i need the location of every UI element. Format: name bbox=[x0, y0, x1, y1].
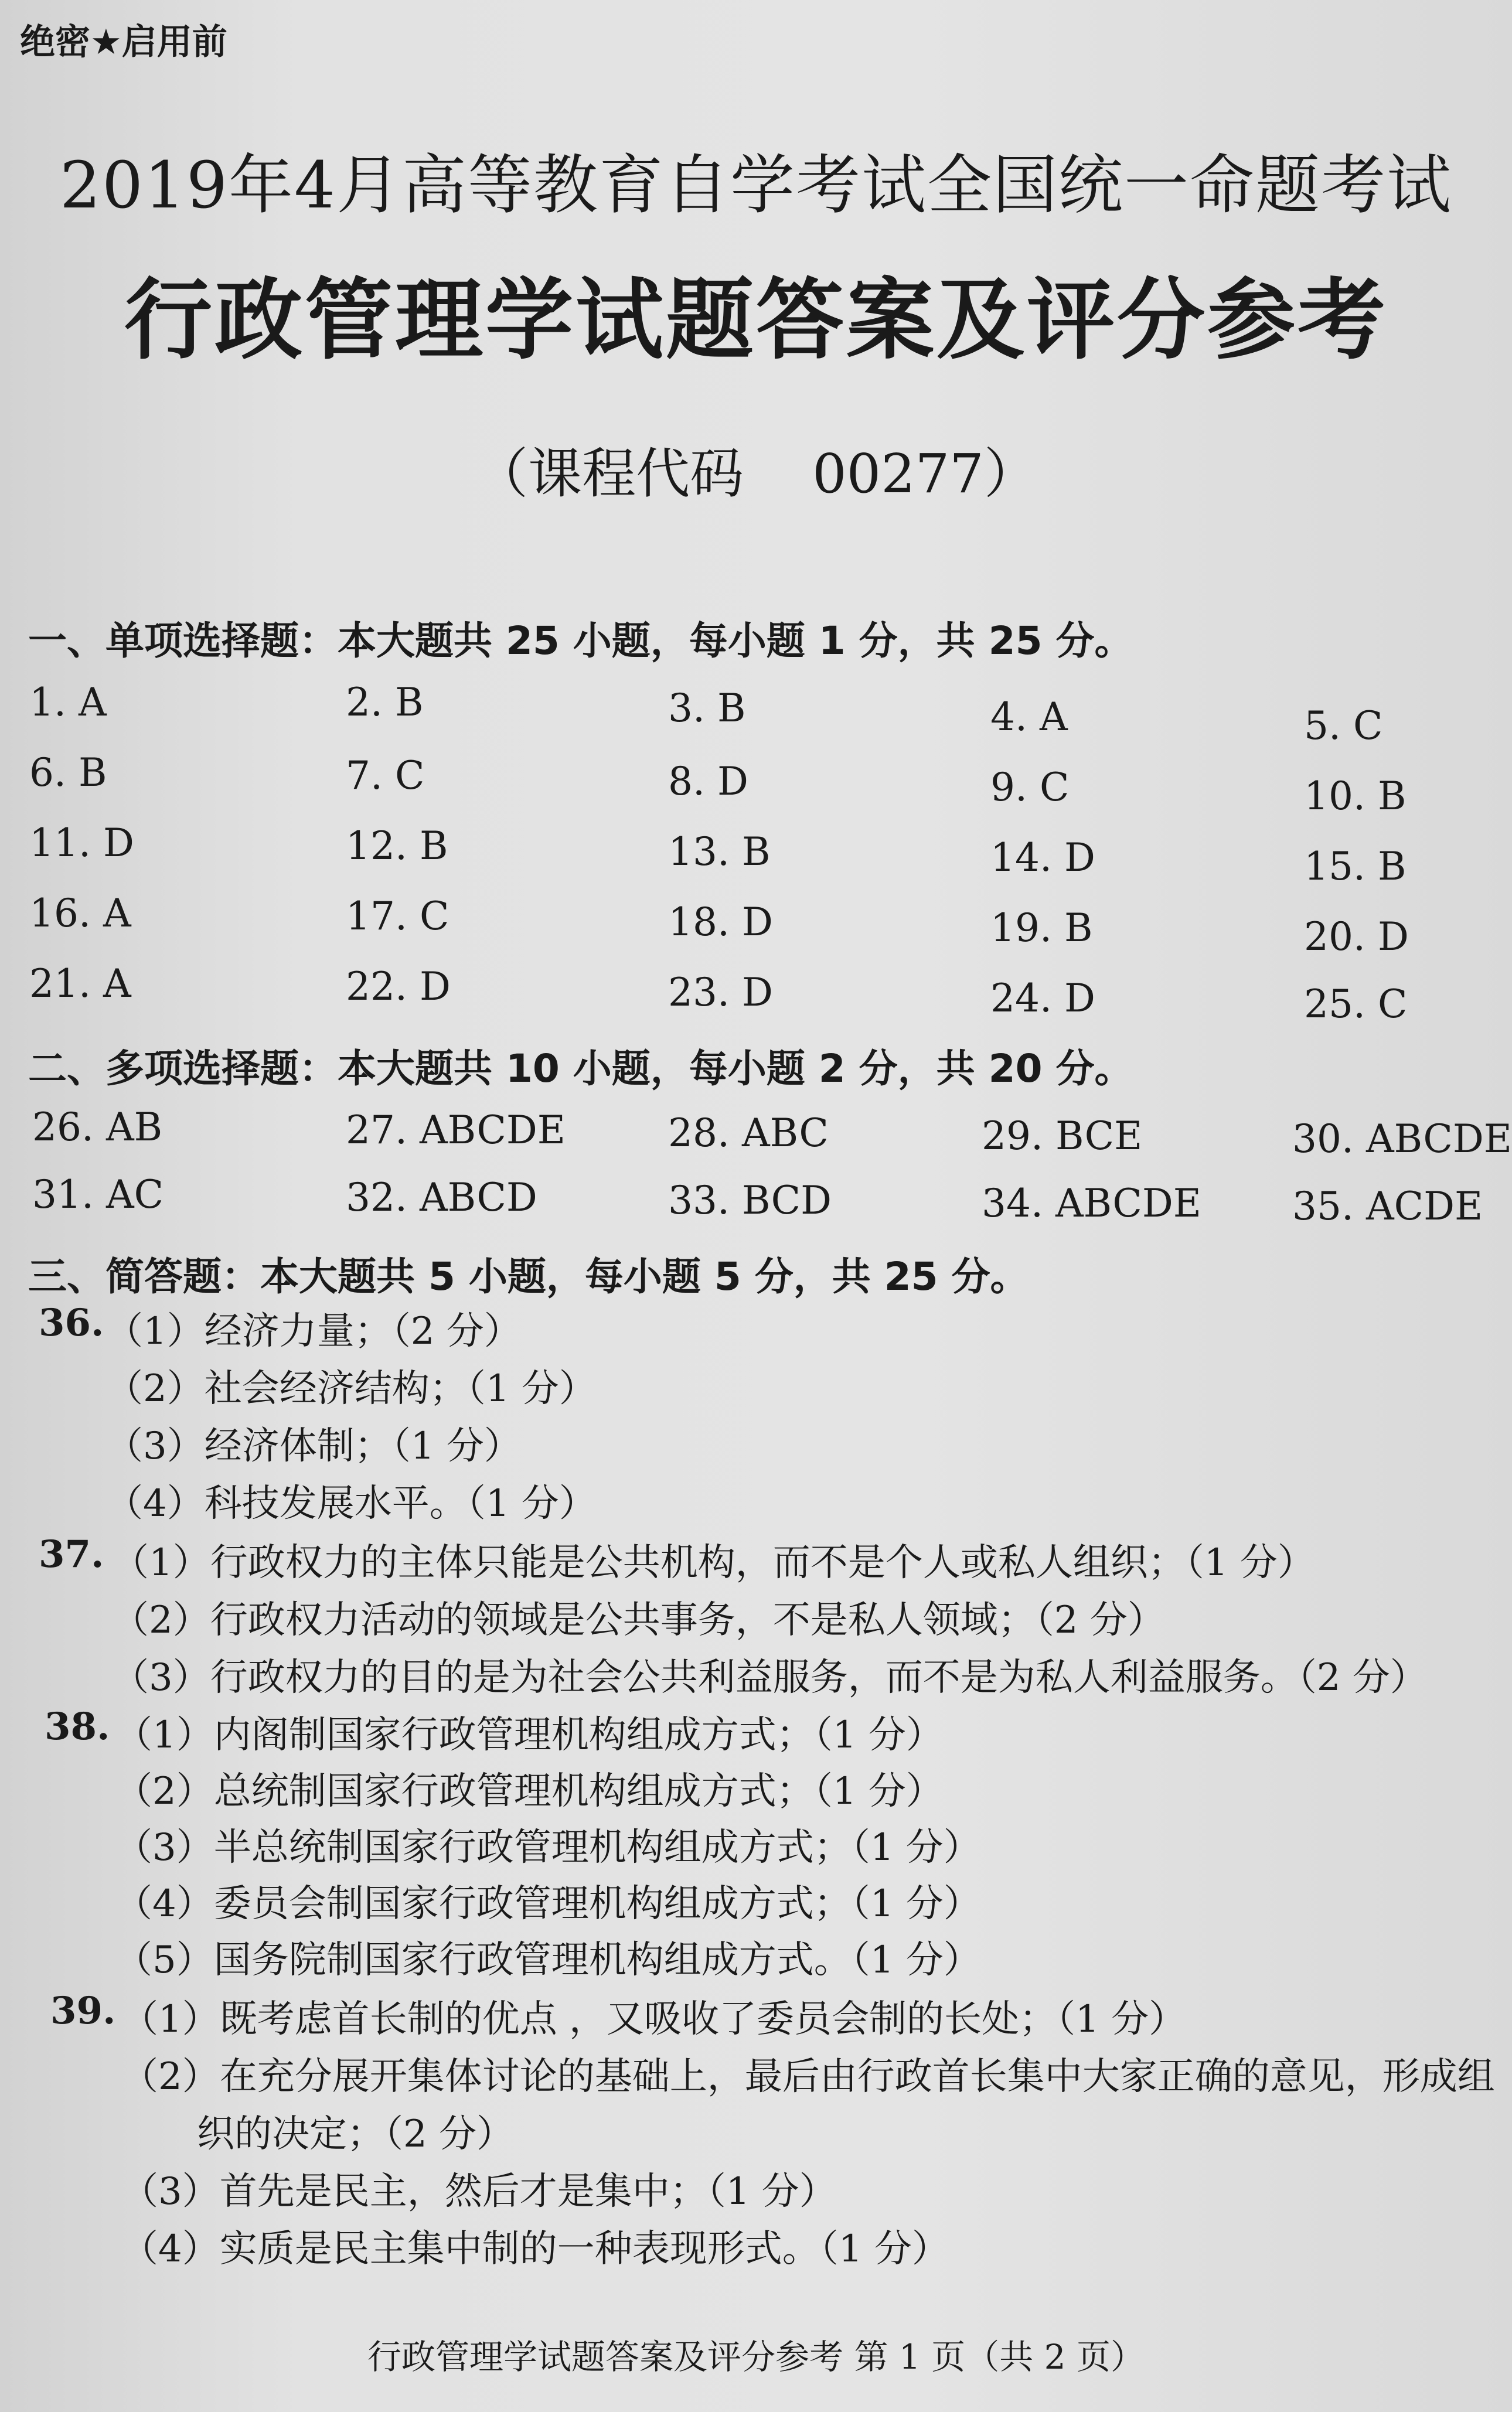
question-number: 39. bbox=[50, 1989, 116, 2033]
answer-item: 28. ABC bbox=[668, 1110, 829, 1156]
answer-item: 18. D bbox=[668, 900, 773, 945]
secret-mark: 绝密★启用前 bbox=[20, 22, 227, 63]
answer-line: （2）行政权力活动的领域是公共事务，不是私人领域；（2 分） bbox=[111, 1599, 1165, 1642]
answer-item: 12. B bbox=[346, 823, 448, 868]
answer-item: 2. B bbox=[346, 680, 424, 725]
page-title: 行政管理学试题答案及评分参考 bbox=[124, 270, 1388, 372]
answer-line: （3）行政权力的目的是为社会公共利益服务，而不是为私人利益服务。（2 分） bbox=[111, 1656, 1428, 1699]
answer-line: （2）社会经济结构；（1 分） bbox=[105, 1367, 597, 1411]
answer-item: 23. D bbox=[668, 970, 773, 1015]
answer-item: 9. C bbox=[990, 765, 1070, 810]
answer-line: （4）科技发展水平。（1 分） bbox=[105, 1482, 597, 1525]
page-footer: 行政管理学试题答案及评分参考 第 1 页（共 2 页） bbox=[367, 2337, 1145, 2377]
answer-item: 26. AB bbox=[32, 1105, 163, 1150]
question-number: 38. bbox=[45, 1705, 110, 1749]
answer-line: （4）实质是民主集中制的一种表现形式。（1 分） bbox=[121, 2227, 949, 2271]
answer-line: （3）半总统制国家行政管理机构组成方式；（1 分） bbox=[115, 1826, 981, 1869]
section-heading-short-answer: 三、简答题：本大题共 5 小题，每小题 5 分，共 25 分。 bbox=[28, 1254, 1029, 1299]
answer-item: 21. A bbox=[29, 961, 131, 1006]
answer-item: 19. B bbox=[990, 905, 1093, 951]
answer-item: 25. C bbox=[1304, 982, 1408, 1027]
answer-line: （2）在充分展开集体讨论的基础上，最后由行政首长集中大家正确的意见，形成组 bbox=[121, 2055, 1495, 2098]
answer-item: 7. C bbox=[346, 753, 425, 798]
answer-line: 织的决定；（2 分） bbox=[197, 2113, 515, 2156]
answer-line: （1）内阁制国家行政管理机构组成方式；（1 分） bbox=[115, 1713, 944, 1757]
answer-item: 3. B bbox=[668, 686, 746, 731]
answer-item: 15. B bbox=[1304, 844, 1407, 889]
answer-line: （4）委员会制国家行政管理机构组成方式；（1 分） bbox=[115, 1882, 981, 1926]
answer-item: 14. D bbox=[990, 835, 1095, 880]
answer-line: （3）首先是民主，然后才是集中；（1 分） bbox=[121, 2170, 837, 2213]
question-number: 37. bbox=[39, 1532, 104, 1576]
answer-item: 24. D bbox=[990, 976, 1095, 1021]
answer-item: 22. D bbox=[346, 964, 451, 1009]
answer-item: 13. B bbox=[668, 829, 771, 874]
answer-line: （5）国务院制国家行政管理机构组成方式。（1 分） bbox=[115, 1939, 981, 1982]
answer-item: 20. D bbox=[1304, 914, 1409, 959]
answer-line: （2）总统制国家行政管理机构组成方式；（1 分） bbox=[115, 1770, 944, 1813]
exam-line: 2019年4月高等教育自学考试全国统一命题考试 bbox=[60, 148, 1452, 223]
answer-line: （1）行政权力的主体只能是公共机构，而不是个人或私人组织；（1 分） bbox=[111, 1541, 1315, 1585]
answer-item: 10. B bbox=[1304, 774, 1407, 819]
answer-item: 30. ABCDE bbox=[1292, 1116, 1512, 1161]
answer-item: 16. A bbox=[29, 891, 131, 936]
answer-item: 27. ABCDE bbox=[346, 1108, 566, 1153]
question-number: 36. bbox=[39, 1301, 104, 1345]
answer-item: 33. BCD bbox=[668, 1178, 832, 1223]
answer-item: 8. D bbox=[668, 759, 748, 804]
section-heading-single-choice: 一、单项选择题：本大题共 25 小题，每小题 1 分，共 25 分。 bbox=[28, 618, 1133, 663]
answer-item: 32. ABCD bbox=[346, 1175, 537, 1220]
answer-line: （1）经济力量；（2 分） bbox=[105, 1310, 522, 1353]
section-heading-multiple-choice: 二、多项选择题：本大题共 10 小题，每小题 2 分，共 20 分。 bbox=[28, 1046, 1133, 1091]
answer-line: （1）既考虑首长制的优点 ，又吸收了委员会制的长处；（1 分） bbox=[121, 1998, 1187, 2041]
course-code: （课程代码 00277） bbox=[474, 442, 1038, 505]
answer-item: 35. ACDE bbox=[1292, 1184, 1483, 1229]
answer-item: 11. D bbox=[29, 820, 134, 866]
answer-item: 6. B bbox=[29, 750, 107, 795]
answer-item: 4. A bbox=[990, 694, 1068, 740]
answer-item: 1. A bbox=[29, 680, 107, 725]
answer-item: 34. ABCDE bbox=[982, 1181, 1201, 1226]
answer-item: 31. AC bbox=[32, 1172, 164, 1217]
answer-item: 29. BCE bbox=[982, 1113, 1143, 1159]
answer-line: （3）经济体制；（1 分） bbox=[105, 1425, 522, 1468]
answer-item: 5. C bbox=[1304, 703, 1383, 748]
answer-item: 17. C bbox=[346, 894, 449, 939]
